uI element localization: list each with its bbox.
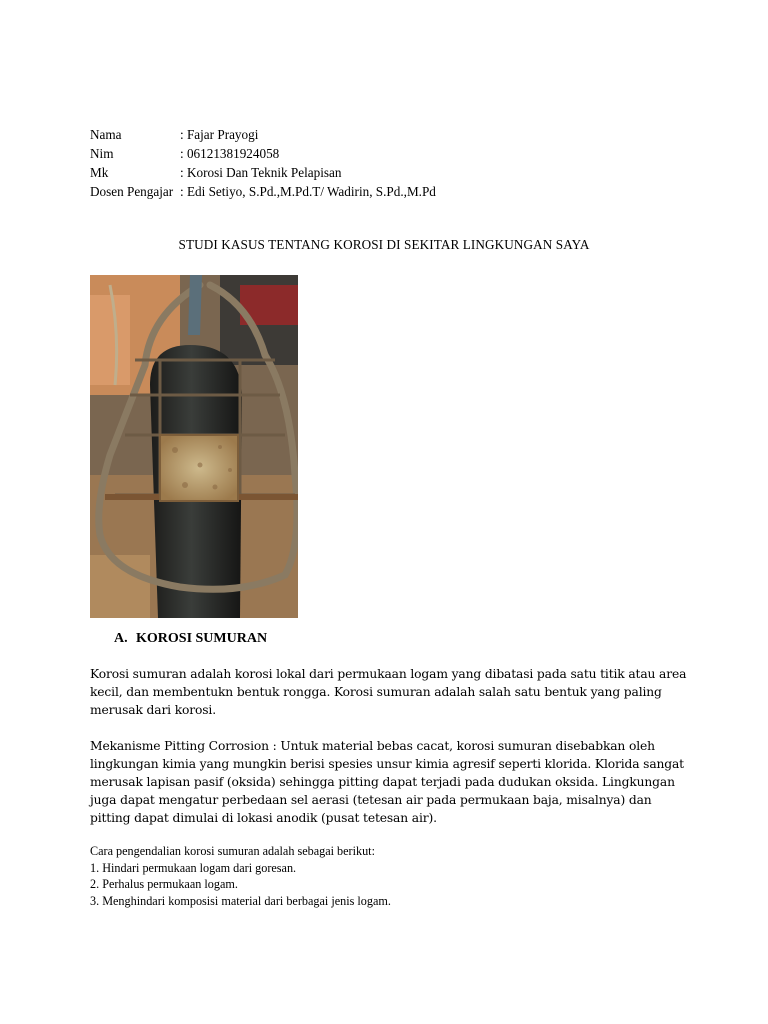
section-heading-text: KOROSI SUMURAN [136, 631, 268, 646]
list-item: 2. Perhalus permukaan logam. [90, 877, 238, 892]
list-item: 1. Hindari permukaan logam dari goresan. [90, 860, 297, 875]
info-row-nim [90, 144, 436, 163]
info-value: : Korosi Dan Teknik Pelapisan [180, 165, 342, 180]
info-value: : 06121381924058 [180, 146, 280, 161]
info-label: Nama [90, 127, 122, 142]
info-row-dosen [90, 182, 436, 201]
info-row-nama [90, 125, 436, 144]
info-label: Dosen Pengajar [90, 184, 174, 199]
info-value: : Fajar Prayogi [180, 127, 259, 142]
list-item: 3. Menghindari komposisi material dari berbagai jenis logam. [90, 893, 391, 908]
student-info-block [90, 125, 436, 201]
section-number: A. [114, 631, 128, 646]
info-label: Nim [90, 146, 114, 161]
info-label: Mk [90, 165, 109, 180]
paragraph-mechanism: Mekanisme Pitting Corrosion : Untuk material bebas cacat, korosi sumuran disebabkan oleh lingkungan kimia yang mungkin berisi spesies unsur kimia agresif seperti klorida. Klorida sangat merusak lapisan pasif (oksida) sehingga pitting dapat terjadi pada dudukan oksida. Lingkungan juga dapat mengatur perbedaan sel aerasi (tetesan air pada permukaan baja, misalnya) dan pitting dapat dimulai di lokasi anodik (pusat tetesan air). [90, 739, 684, 825]
info-row-mk [90, 163, 436, 182]
section-heading [114, 631, 267, 647]
paragraph-definition: Korosi sumuran adalah korosi lokal dari permukaan logam yang dibatasi pada satu titik atau area kecil, dan membentukn bentuk rongga. Korosi sumuran adalah salah satu bentuk yang paling merusak dari korosi. [90, 667, 687, 717]
corroded-bicycle-rack-photo [90, 275, 298, 618]
info-value: : Edi Setiyo, S.Pd.,M.Pd.T/ Wadirin, S.Pd.,M.Pd [180, 184, 436, 199]
document-title: STUDI KASUS TENTANG KOROSI DI SEKITAR LINGKUNGAN SAYA [178, 237, 590, 252]
list-intro: Cara pengendalian korosi sumuran adalah sebagai berikut: [90, 844, 375, 858]
control-methods-list [90, 843, 391, 909]
